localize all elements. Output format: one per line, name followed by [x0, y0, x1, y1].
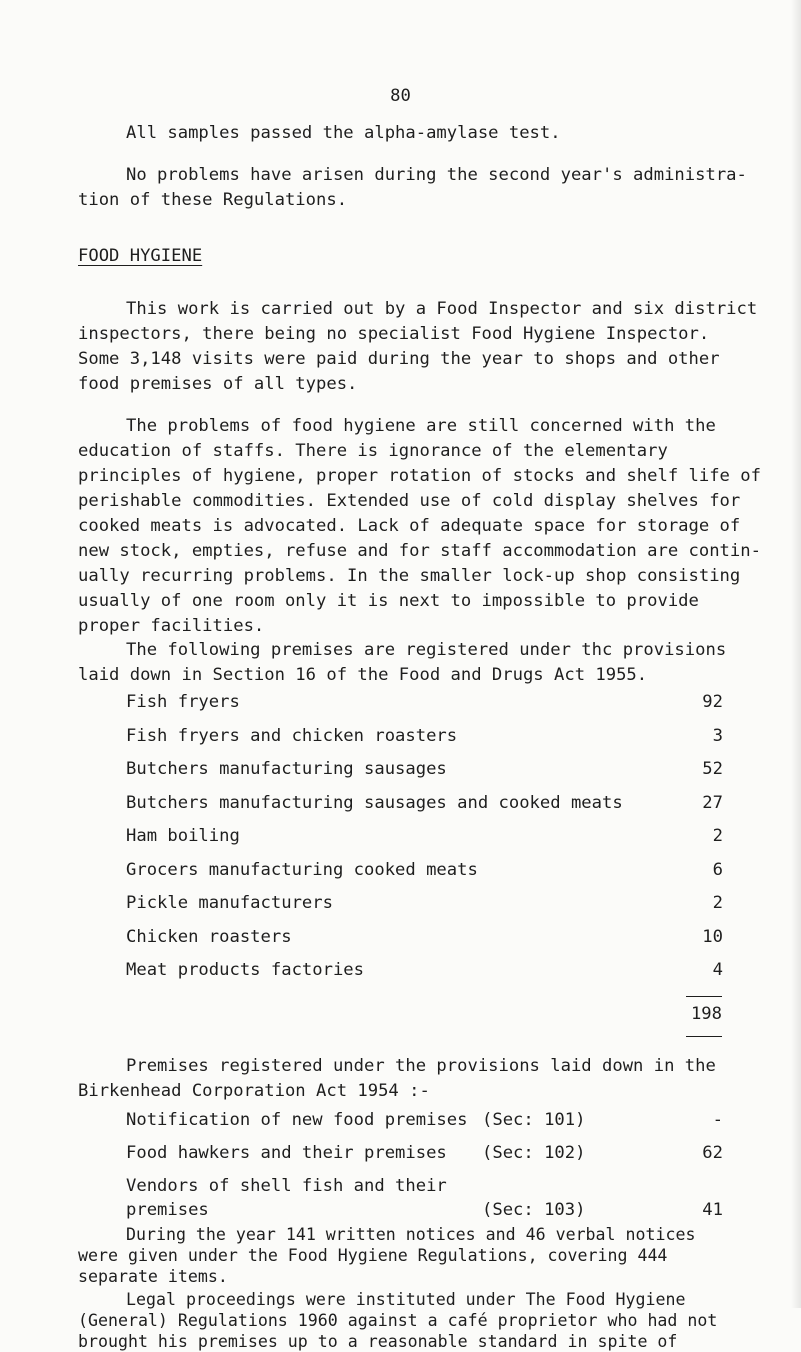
list-item: [126, 791, 726, 825]
premises-label: Chicken roasters: [126, 926, 292, 947]
premises-total: 198: [690, 1004, 722, 1024]
paragraph-birkenhead-intro: Premises registered under the provisions laid down in the Birkenhead Corporation Act 1954 :-: [78, 1056, 716, 1101]
birkenhead-count: 41: [702, 1200, 723, 1220]
paragraph-alpha-amylase: All samples passed the alpha-amylase test.: [126, 123, 561, 143]
list-item: [126, 1174, 726, 1224]
page-number: 80: [390, 86, 411, 106]
premises-count: 2: [712, 826, 723, 846]
premises-label: Butchers manufacturing sausages and cooked meats: [126, 792, 623, 813]
list-item: [126, 724, 726, 758]
paragraph-legal: Legal proceedings were instituted under The Food Hygiene (General) Regulations 1960 against a café proprietor who had not brought his premises up to a reasonable standard in spite of: [78, 1290, 718, 1351]
birkenhead-label: Food hawkers and their premises: [126, 1143, 447, 1163]
birkenhead-count: -: [712, 1110, 723, 1130]
section-heading: FOOD HYGIENE: [78, 246, 203, 266]
list-item: [126, 891, 726, 925]
premises-label: Ham boiling: [126, 826, 240, 846]
premises-count: 3: [712, 725, 723, 746]
premises-label: Grocers manufacturing cooked meats: [126, 859, 478, 880]
list-item: [126, 824, 726, 858]
premises-label: Fish fryers and chicken roasters: [126, 725, 458, 746]
premises-count: 52: [702, 759, 723, 779]
list-item: [126, 925, 726, 959]
birkenhead-list: [126, 1108, 726, 1224]
birkenhead-section: (Sec: 102): [482, 1143, 586, 1163]
paragraph-notices: During the year 141 written notices and 46 verbal notices were given under the Food Hygiene Regulations, covering 444 separate items.: [78, 1225, 696, 1286]
paragraph-premises-intro: The following premises are registered under thc provisions laid down in Section 16 of the Food and Drugs Act 1955.: [78, 640, 727, 685]
birkenhead-section: (Sec: 103): [482, 1200, 586, 1220]
list-item: [126, 858, 726, 892]
premises-label: Fish fryers: [126, 692, 240, 712]
birkenhead-label: Notification of new food premises: [126, 1110, 468, 1130]
total-rule-bottom: [686, 1036, 722, 1037]
premises-count: 27: [702, 792, 723, 813]
paragraph-problems: The problems of food hygiene are still concerned with the education of staffs. There is ignorance of the elementary principles of hygiene, proper rotation of stocks and shelf life of perishable commodities. Extended use of cold display shelves for cooked meats is advocated. Lack of adequate space for storage of new stock, empties, refuse and for staff accommodation are contin- ually recurring problems. In the smaller lock-up shop consisting usually of one room only it is next to impossible to provide proper facilities.: [78, 416, 761, 636]
premises-label: Meat products factories: [126, 960, 364, 980]
list-item: [126, 1141, 726, 1174]
birkenhead-section: (Sec: 101): [482, 1110, 586, 1130]
list-item: [126, 757, 726, 791]
premises-label: Pickle manufacturers: [126, 893, 333, 913]
page-edge-shadow: [791, 0, 801, 1308]
list-item: [126, 1108, 726, 1141]
premises-count: 2: [712, 893, 723, 913]
premises-count: 4: [712, 960, 723, 980]
paragraph-regulations: No problems have arisen during the second year's administra- tion of these Regulations.: [78, 165, 747, 210]
premises-list: [126, 690, 726, 992]
list-item: [126, 690, 726, 724]
birkenhead-count: 62: [702, 1143, 723, 1163]
premises-count: 10: [702, 926, 723, 947]
premises-count: 6: [712, 859, 723, 880]
birkenhead-label: Vendors of shell fish and their premises: [126, 1176, 447, 1220]
premises-label: Butchers manufacturing sausages: [126, 759, 447, 779]
list-item: [126, 958, 726, 992]
paragraph-work: This work is carried out by a Food Inspector and six district inspectors, there being no specialist Food Hygiene Inspector. Some 3,148 visits were paid during the year to shops and other food premises of all types.: [78, 299, 758, 394]
total-rule-top: [686, 996, 722, 997]
premises-count: 92: [702, 692, 723, 712]
